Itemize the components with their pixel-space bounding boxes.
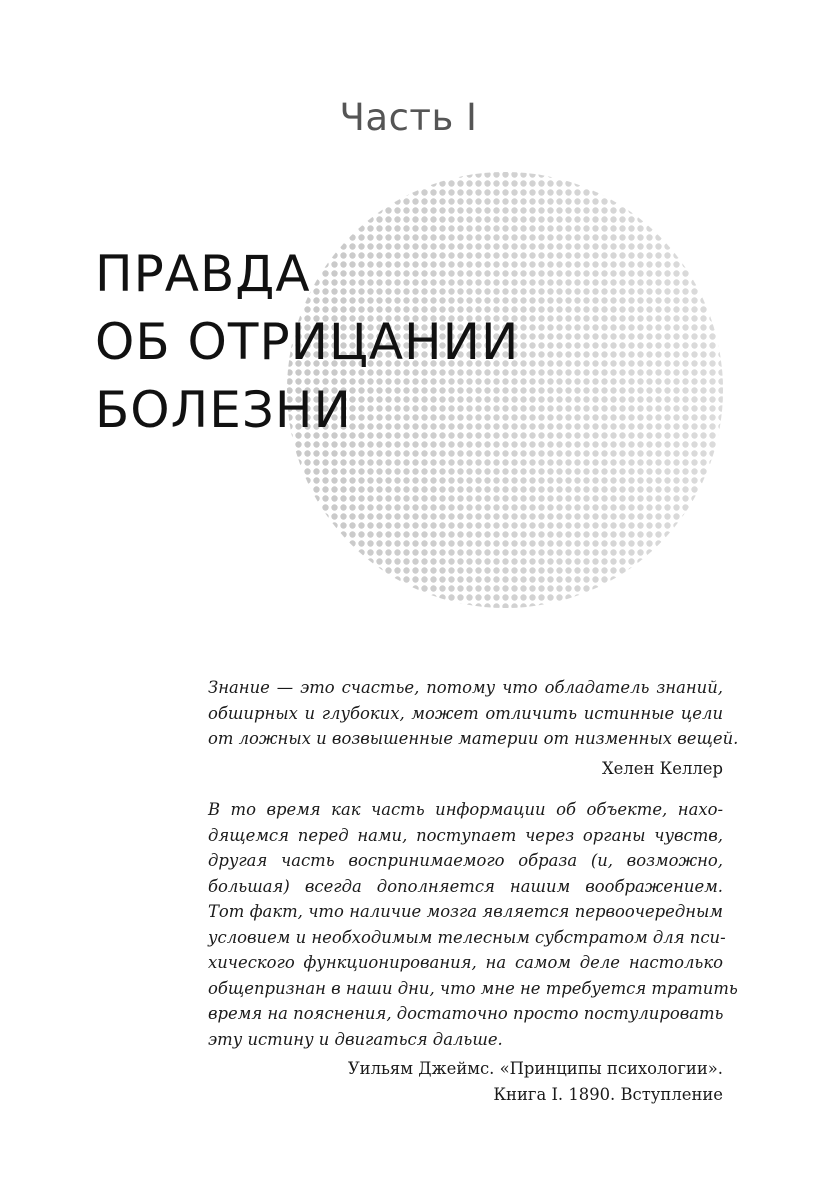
- epigraph-line: В то время как часть информации об объекте, нахо-: [208, 800, 723, 819]
- epigraph-attribution: Книга I. 1890. Вступление: [493, 1084, 723, 1104]
- part-label: Часть I: [339, 96, 478, 139]
- epigraph-attribution: Уильям Джеймс. «Принципы психологии».: [347, 1059, 723, 1078]
- chapter-title-line: ПРАВДА: [95, 245, 311, 303]
- epigraph-attribution: Хелен Келлер: [601, 758, 723, 778]
- epigraph-james: [208, 797, 738, 1107]
- epigraph-line: Знание — это счастье, потому что обладатель знаний,: [208, 678, 723, 697]
- epigraph-line: от ложных и возвышенные материи от низменных вещей.: [208, 729, 739, 748]
- epigraph-line: другая часть воспринимаемого образа (и, возможно,: [208, 851, 723, 870]
- epigraph-line: большая) всегда дополняется нашим воображением.: [208, 876, 723, 896]
- epigraph-line: условием и необходимым телесным субстратом для пси-: [208, 927, 726, 947]
- epigraph-line: общепризнан в наши дни, что мне не требуется тратить: [208, 978, 738, 998]
- epigraph-line: эту истину и двигаться дальше.: [208, 1029, 503, 1049]
- epigraph-line: дящемся перед нами, поступает через органы чувств,: [208, 825, 723, 845]
- epigraph-keller: [208, 675, 739, 781]
- epigraph-line: Тот факт, что наличие мозга является первоочередным: [208, 902, 723, 921]
- chapter-title-line: БОЛЕЗНИ: [95, 381, 352, 439]
- epigraph-line: время на пояснения, достаточно просто постулировать: [208, 1004, 724, 1023]
- chapter-title-line: ОБ ОТРИЦАНИИ: [95, 313, 520, 371]
- chapter-title: [95, 240, 519, 444]
- epigraph-line: хического функционирования, на самом деле настолько: [208, 953, 723, 972]
- epigraph-line: обширных и глубоких, может отличить истинные цели: [208, 703, 723, 723]
